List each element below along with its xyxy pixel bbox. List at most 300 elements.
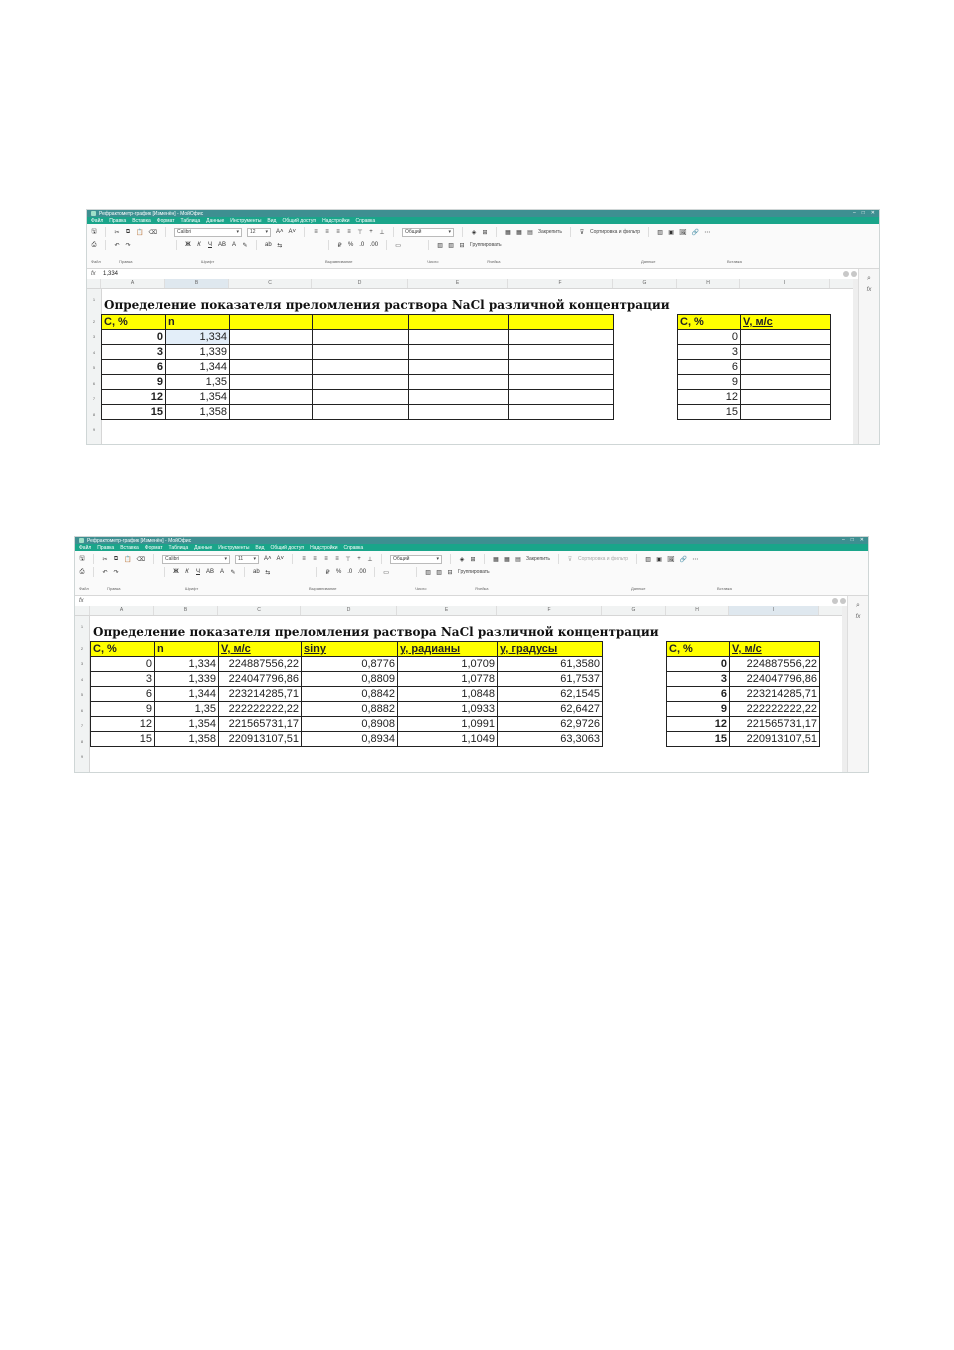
cell[interactable]: 224047796,86	[219, 672, 302, 687]
cell[interactable]: 9	[667, 702, 730, 717]
row-header-4[interactable]: 4	[92, 350, 96, 355]
cell[interactable]: 1,354	[166, 390, 230, 405]
menu-format[interactable]: Формат	[156, 217, 175, 224]
cell[interactable]	[313, 360, 409, 375]
col-header-a[interactable]: A	[101, 279, 165, 288]
col-header-e[interactable]: E	[408, 279, 508, 288]
row-header-8[interactable]: 8	[92, 412, 96, 417]
selected-cell[interactable]: 1,334	[166, 330, 230, 345]
clear-format-icon[interactable]: ⌫	[148, 229, 157, 236]
menu-share[interactable]: Общий доступ	[282, 217, 317, 224]
menu-table[interactable]: Таблица	[168, 544, 189, 551]
cell[interactable]	[509, 375, 614, 390]
cell[interactable]: 1,0991	[398, 717, 498, 732]
cell[interactable]: 1,0778	[398, 672, 498, 687]
redo-icon[interactable]: ↷	[125, 242, 131, 249]
col-header-a[interactable]: A	[90, 606, 154, 615]
cell[interactable]	[509, 345, 614, 360]
cell[interactable]: 12	[102, 390, 166, 405]
cell[interactable]: 0,8842	[302, 687, 398, 702]
grow-font-icon[interactable]: A˄	[263, 556, 272, 562]
cell[interactable]	[409, 330, 509, 345]
valign-middle-icon[interactable]: +	[369, 229, 373, 235]
header-cell[interactable]	[409, 315, 509, 330]
header-cell[interactable]: siny	[302, 642, 398, 657]
cell[interactable]	[409, 360, 509, 375]
freeze-icon[interactable]: ▤	[515, 556, 521, 563]
wrap-text-icon[interactable]: ab	[253, 569, 260, 575]
shrink-font-icon[interactable]: A˅	[276, 556, 284, 562]
header-cell[interactable]	[509, 315, 614, 330]
cell[interactable]	[409, 405, 509, 420]
freeze-button[interactable]: Закрепить	[538, 229, 562, 235]
menu-view[interactable]: Вид	[255, 544, 265, 551]
menu-data[interactable]: Данные	[194, 544, 213, 551]
merge-icon[interactable]: ⇆	[265, 569, 271, 576]
font-color-icon[interactable]: A	[220, 569, 225, 575]
menu-edit[interactable]: Правка	[97, 544, 115, 551]
merge-icon[interactable]: ⇆	[277, 242, 283, 249]
header-cell[interactable]: V, м/с	[741, 315, 831, 330]
cell[interactable]: 15	[102, 405, 166, 420]
row-header-1[interactable]: 1	[80, 624, 84, 629]
cell[interactable]	[230, 345, 313, 360]
justify-icon[interactable]: ≡	[335, 556, 339, 562]
header-cell[interactable]: y, градусы	[498, 642, 603, 657]
delete-row-icon[interactable]: ▦	[516, 229, 522, 236]
col-header-g[interactable]: G	[613, 279, 677, 288]
cell[interactable]	[509, 330, 614, 345]
row-header-7[interactable]: 7	[92, 396, 96, 401]
menu-addons[interactable]: Надстройки	[310, 544, 338, 551]
filter-icon[interactable]: ⊽	[579, 229, 585, 236]
table-row	[667, 732, 820, 747]
table-row	[102, 375, 614, 390]
cell[interactable]: 1,358	[155, 732, 219, 747]
col-header-d[interactable]: D	[312, 279, 408, 288]
search-icon[interactable]: ⌕	[856, 602, 860, 609]
cell[interactable]: 1,0848	[398, 687, 498, 702]
cell[interactable]: 224887556,22	[219, 657, 302, 672]
cell[interactable]	[313, 375, 409, 390]
align-right-icon[interactable]: ≡	[324, 556, 328, 562]
cell[interactable]: 6	[667, 687, 730, 702]
image-icon[interactable]: 🖼	[667, 556, 675, 563]
cell[interactable]: 0,8908	[302, 717, 398, 732]
link-icon[interactable]: 🔗	[691, 229, 700, 236]
formula-accept-icon[interactable]	[851, 271, 857, 277]
italic-icon[interactable]: К	[197, 242, 201, 248]
cell[interactable]: 6	[678, 360, 741, 375]
formula-input[interactable]: 1,334	[103, 271, 119, 277]
header-cell[interactable]	[313, 315, 409, 330]
menu-table[interactable]: Таблица	[180, 217, 201, 224]
side-table	[666, 641, 820, 747]
menu-file[interactable]: Файл	[91, 217, 104, 224]
cell[interactable]: 1,35	[155, 702, 219, 717]
cell[interactable]	[313, 345, 409, 360]
cell[interactable]: 6	[102, 360, 166, 375]
bold-icon[interactable]: Ж	[173, 569, 179, 575]
save-icon[interactable]: 🖫	[91, 229, 97, 235]
header-cell[interactable]: C, %	[102, 315, 166, 330]
cell[interactable]: 1,339	[166, 345, 230, 360]
font-size-select[interactable]: 11 ▾	[235, 555, 259, 564]
cell[interactable]: 62,1545	[498, 687, 603, 702]
freeze-button[interactable]: Закрепить	[526, 556, 550, 562]
insert-col-icon[interactable]: ▥	[425, 569, 431, 576]
header-cell[interactable]: C, %	[91, 642, 155, 657]
row-header-4[interactable]: 4	[80, 677, 84, 682]
valign-bottom-icon[interactable]: ⊥	[367, 556, 373, 563]
row-header-2[interactable]: 2	[92, 319, 96, 324]
menu-insert[interactable]: Вставка	[120, 544, 139, 551]
cell[interactable]	[230, 375, 313, 390]
cell[interactable]: 63,3063	[498, 732, 603, 747]
align-left-icon[interactable]: ≡	[302, 556, 306, 562]
maximize-icon[interactable]: □	[850, 537, 854, 543]
table-row	[667, 717, 820, 732]
row-header-2[interactable]: 2	[80, 646, 84, 651]
menu-help[interactable]: Справка	[355, 217, 376, 224]
cell[interactable]: 15	[667, 732, 730, 747]
borders-icon[interactable]: ⊞	[482, 229, 488, 236]
close-icon[interactable]: ✕	[859, 537, 864, 543]
cell[interactable]	[230, 330, 313, 345]
save-icon[interactable]: 🖫	[79, 556, 85, 562]
menu-format[interactable]: Формат	[144, 544, 163, 551]
cell[interactable]: 220913107,51	[219, 732, 302, 747]
cell[interactable]: 3	[667, 672, 730, 687]
row-header-3[interactable]: 3	[80, 661, 84, 666]
cell[interactable]	[230, 360, 313, 375]
cell[interactable]	[409, 345, 509, 360]
menu-edit[interactable]: Правка	[109, 217, 127, 224]
highlight-icon[interactable]: ✎	[230, 569, 236, 576]
cell[interactable]: 1,344	[166, 360, 230, 375]
row-header-6[interactable]: 6	[80, 708, 84, 713]
cell[interactable]	[409, 390, 509, 405]
clear-format-icon[interactable]: ⌫	[136, 556, 145, 563]
header-cell[interactable]: n	[166, 315, 230, 330]
align-center-icon[interactable]: ≡	[313, 556, 317, 562]
header-cell[interactable]: C, %	[678, 315, 741, 330]
menu-share[interactable]: Общий доступ	[270, 544, 305, 551]
table-insert-icon[interactable]: ▣	[656, 556, 662, 563]
decimal-inc-icon[interactable]: .0	[359, 242, 365, 248]
cell[interactable]	[313, 390, 409, 405]
maximize-icon[interactable]: □	[861, 210, 865, 216]
print-icon[interactable]: ⎙	[91, 241, 97, 248]
header-cell[interactable]: C, %	[667, 642, 730, 657]
cell-format-icon[interactable]: ▭	[395, 242, 401, 249]
main-table	[101, 314, 614, 420]
formula-cancel-icon[interactable]	[843, 271, 849, 277]
col-header-c[interactable]: C	[218, 606, 301, 615]
cell[interactable]: 0	[678, 330, 741, 345]
cell[interactable]: 15	[678, 405, 741, 420]
col-header-i[interactable]: I	[740, 279, 830, 288]
cell[interactable]: 0,8776	[302, 657, 398, 672]
underline-icon[interactable]: Ч	[196, 569, 200, 575]
italic-icon[interactable]: К	[185, 569, 189, 575]
delete-col-icon[interactable]: ▥	[436, 569, 442, 576]
table-insert-icon[interactable]: ▣	[668, 229, 674, 236]
number-format-select[interactable]: Общий ▾	[390, 555, 442, 564]
insert-row-icon[interactable]: ▦	[493, 556, 499, 563]
function-icon[interactable]: fx	[855, 614, 861, 620]
valign-bottom-icon[interactable]: ⊥	[379, 229, 385, 236]
group-button[interactable]: Группировать	[470, 242, 502, 248]
menu-data[interactable]: Данные	[206, 217, 225, 224]
cell[interactable]	[409, 375, 509, 390]
menu-view[interactable]: Вид	[267, 217, 277, 224]
cell[interactable]: 223214285,71	[219, 687, 302, 702]
cell[interactable]	[509, 360, 614, 375]
copy-icon[interactable]: ⧉	[113, 555, 119, 562]
align-left-icon[interactable]: ≡	[314, 229, 318, 235]
valign-top-icon[interactable]: ⊤	[357, 229, 363, 236]
col-header-d[interactable]: D	[301, 606, 397, 615]
header-cell[interactable]: n	[155, 642, 219, 657]
percent-icon[interactable]: %	[348, 242, 354, 248]
cell[interactable]	[230, 390, 313, 405]
col-header-f[interactable]: F	[497, 606, 602, 615]
group-button[interactable]: Группировать	[458, 569, 490, 575]
menu-addons[interactable]: Надстройки	[322, 217, 350, 224]
table-row	[678, 360, 831, 375]
borders-icon[interactable]: ⊞	[470, 556, 476, 563]
sort-filter-button[interactable]: Сортировка и фильтр	[589, 229, 641, 235]
cell[interactable]: 0	[102, 330, 166, 345]
minimize-icon[interactable]: –	[852, 210, 856, 216]
cell[interactable]: 12	[667, 717, 730, 732]
cell[interactable]	[741, 390, 831, 405]
cut-icon[interactable]: ✂	[102, 556, 108, 563]
menu-file[interactable]: Файл	[79, 544, 92, 551]
cell[interactable]: 221565731,17	[730, 717, 820, 732]
cell[interactable]	[230, 405, 313, 420]
cell[interactable]: 224047796,86	[730, 672, 820, 687]
header-cell[interactable]: V, м/с	[730, 642, 820, 657]
image-icon[interactable]: 🖼	[679, 229, 687, 236]
strikethrough-icon[interactable]: AB	[218, 242, 227, 248]
fill-color-icon[interactable]: ◈	[459, 556, 465, 563]
group-icon[interactable]: ⊟	[447, 569, 453, 576]
paste-icon[interactable]: 📋	[124, 556, 132, 563]
font-color-icon[interactable]: A	[232, 242, 237, 248]
search-icon[interactable]: ⌕	[867, 275, 871, 282]
row-header-8[interactable]: 8	[80, 739, 84, 744]
cell[interactable]: 61,3580	[498, 657, 603, 672]
col-header-g[interactable]: G	[602, 606, 666, 615]
cell[interactable]: 220913107,51	[730, 732, 820, 747]
currency-icon[interactable]: ₽	[337, 242, 342, 249]
cell[interactable]: 0	[667, 657, 730, 672]
cell[interactable]: 1,1049	[398, 732, 498, 747]
table-row	[667, 702, 820, 717]
number-format-select[interactable]: Общий ▾	[402, 228, 454, 237]
col-header-b[interactable]: B	[165, 279, 229, 288]
cell[interactable]: 15	[91, 732, 155, 747]
header-cell[interactable]: y, радианы	[398, 642, 498, 657]
group-icon[interactable]: ⊟	[459, 242, 465, 249]
header-row	[91, 642, 603, 657]
justify-icon[interactable]: ≡	[347, 229, 351, 235]
col-header-b[interactable]: B	[154, 606, 218, 615]
cell[interactable]: 224887556,22	[730, 657, 820, 672]
table-row	[678, 330, 831, 345]
cut-icon[interactable]: ✂	[114, 229, 120, 236]
valign-middle-icon[interactable]: +	[357, 556, 361, 562]
chart-icon[interactable]: ▥	[645, 556, 651, 563]
cell[interactable]: 3	[91, 672, 155, 687]
cell[interactable]	[741, 330, 831, 345]
cell[interactable]	[313, 330, 409, 345]
cell[interactable]: 3	[102, 345, 166, 360]
cell[interactable]: 1,0709	[398, 657, 498, 672]
cell[interactable]: 9	[678, 375, 741, 390]
cell[interactable]	[313, 405, 409, 420]
cell[interactable]: 6	[91, 687, 155, 702]
cell[interactable]: 62,6427	[498, 702, 603, 717]
currency-icon[interactable]: ₽	[325, 569, 330, 576]
close-icon[interactable]: ✕	[870, 210, 875, 216]
cell[interactable]: 1,358	[166, 405, 230, 420]
highlight-icon[interactable]: ✎	[242, 242, 248, 249]
cell[interactable]: 12	[678, 390, 741, 405]
chart-icon[interactable]: ▥	[657, 229, 663, 236]
row-header-3[interactable]: 3	[92, 334, 96, 339]
header-cell[interactable]	[230, 315, 313, 330]
ribbon-group-labels: Файл Правка Шрифт Выравнивание Число Ячейка Данные Вставка	[79, 586, 732, 591]
cell[interactable]: 0	[91, 657, 155, 672]
strikethrough-icon[interactable]: AB	[206, 569, 215, 575]
align-right-icon[interactable]: ≡	[336, 229, 340, 235]
menu-insert[interactable]: Вставка	[132, 217, 151, 224]
row-header-9[interactable]: 9	[92, 427, 96, 432]
cell[interactable]: 9	[91, 702, 155, 717]
cell[interactable]: 62,9726	[498, 717, 603, 732]
insert-row-icon[interactable]: ▦	[505, 229, 511, 236]
table-row	[91, 687, 603, 702]
cell[interactable]: 222222222,22	[730, 702, 820, 717]
undo-icon[interactable]: ↶	[114, 242, 120, 249]
menu-tools[interactable]: Инструменты	[230, 217, 262, 224]
row-header-6[interactable]: 6	[92, 381, 96, 386]
col-header-h[interactable]: H	[677, 279, 740, 288]
cell[interactable]: 0,8882	[302, 702, 398, 717]
window-title: Рефрактометр-график [Изменён] - МойОфис	[99, 210, 204, 217]
row-header-5[interactable]: 5	[92, 365, 96, 370]
row-header-7[interactable]: 7	[80, 723, 84, 728]
col-header-h[interactable]: H	[666, 606, 729, 615]
bold-icon[interactable]: Ж	[185, 242, 191, 248]
cell[interactable]: 1,0933	[398, 702, 498, 717]
undo-icon[interactable]: ↶	[102, 569, 108, 576]
cell[interactable]	[741, 345, 831, 360]
cell[interactable]: 61,7537	[498, 672, 603, 687]
cell[interactable]: 222222222,22	[219, 702, 302, 717]
minimize-icon[interactable]: –	[841, 537, 845, 543]
row-header-1[interactable]: 1	[92, 297, 96, 302]
row-header-5[interactable]: 5	[80, 692, 84, 697]
cell[interactable]: 223214285,71	[730, 687, 820, 702]
align-center-icon[interactable]: ≡	[325, 229, 329, 235]
cell[interactable]: 1,354	[155, 717, 219, 732]
redo-icon[interactable]: ↷	[113, 569, 119, 576]
formula-cancel-icon[interactable]	[832, 598, 838, 604]
copy-icon[interactable]: ⧉	[125, 228, 131, 235]
more-icon[interactable]: ⋯	[704, 229, 711, 236]
cell[interactable]: 1,344	[155, 687, 219, 702]
row-headers	[87, 289, 102, 444]
cell-format-icon[interactable]: ▭	[383, 569, 389, 576]
delete-col-icon[interactable]: ▥	[448, 242, 454, 249]
decimal-dec-icon[interactable]: .00	[369, 242, 379, 248]
percent-icon[interactable]: %	[336, 569, 342, 575]
cell[interactable]: 9	[102, 375, 166, 390]
cell[interactable]: 1,339	[155, 672, 219, 687]
cell[interactable]: 12	[91, 717, 155, 732]
col-header-i[interactable]: I	[729, 606, 819, 615]
cell[interactable]: 0,8934	[302, 732, 398, 747]
col-header-f[interactable]: F	[508, 279, 613, 288]
delete-row-icon[interactable]: ▦	[504, 556, 510, 563]
cell[interactable]	[741, 405, 831, 420]
row-header-9[interactable]: 9	[80, 754, 84, 759]
fill-color-icon[interactable]: ◈	[471, 229, 477, 236]
cell[interactable]: 1,35	[166, 375, 230, 390]
font-name-select[interactable]: Calibri ▾	[162, 555, 230, 564]
font-name-select[interactable]: Calibri ▾	[174, 228, 242, 237]
function-icon[interactable]: fx	[866, 287, 872, 293]
cell[interactable]	[741, 360, 831, 375]
menu-tools[interactable]: Инструменты	[218, 544, 250, 551]
col-header-c[interactable]: C	[229, 279, 312, 288]
grow-font-icon[interactable]: A˄	[275, 229, 284, 235]
underline-icon[interactable]: Ч	[208, 242, 212, 248]
valign-top-icon[interactable]: ⊤	[345, 556, 351, 563]
filter-icon[interactable]: ⊽	[567, 556, 573, 563]
formula-accept-icon[interactable]	[840, 598, 846, 604]
print-icon[interactable]: ⎙	[79, 568, 85, 575]
cell[interactable]	[509, 390, 614, 405]
cell[interactable]: 221565731,17	[219, 717, 302, 732]
font-size-select[interactable]: 12 ▾	[247, 228, 271, 237]
sort-filter-button[interactable]: Сортировка и фильтр	[577, 556, 629, 562]
decimal-inc-icon[interactable]: .0	[347, 569, 353, 575]
cell[interactable]	[741, 375, 831, 390]
col-header-e[interactable]: E	[397, 606, 497, 615]
decimal-dec-icon[interactable]: .00	[357, 569, 367, 575]
shrink-font-icon[interactable]: A˅	[288, 229, 296, 235]
more-icon[interactable]: ⋯	[692, 556, 699, 563]
app-logo-icon	[79, 538, 84, 543]
link-icon[interactable]: 🔗	[679, 556, 688, 563]
table-row	[91, 717, 603, 732]
cell[interactable]: 3	[678, 345, 741, 360]
insert-col-icon[interactable]: ▥	[437, 242, 443, 249]
cell[interactable]: 0,8809	[302, 672, 398, 687]
header-cell[interactable]: V, м/с	[219, 642, 302, 657]
freeze-icon[interactable]: ▤	[527, 229, 533, 236]
menu-help[interactable]: Справка	[343, 544, 364, 551]
cell[interactable]: 1,334	[155, 657, 219, 672]
paste-icon[interactable]: 📋	[136, 229, 144, 236]
wrap-text-icon[interactable]: ab	[265, 242, 272, 248]
cell[interactable]	[509, 405, 614, 420]
